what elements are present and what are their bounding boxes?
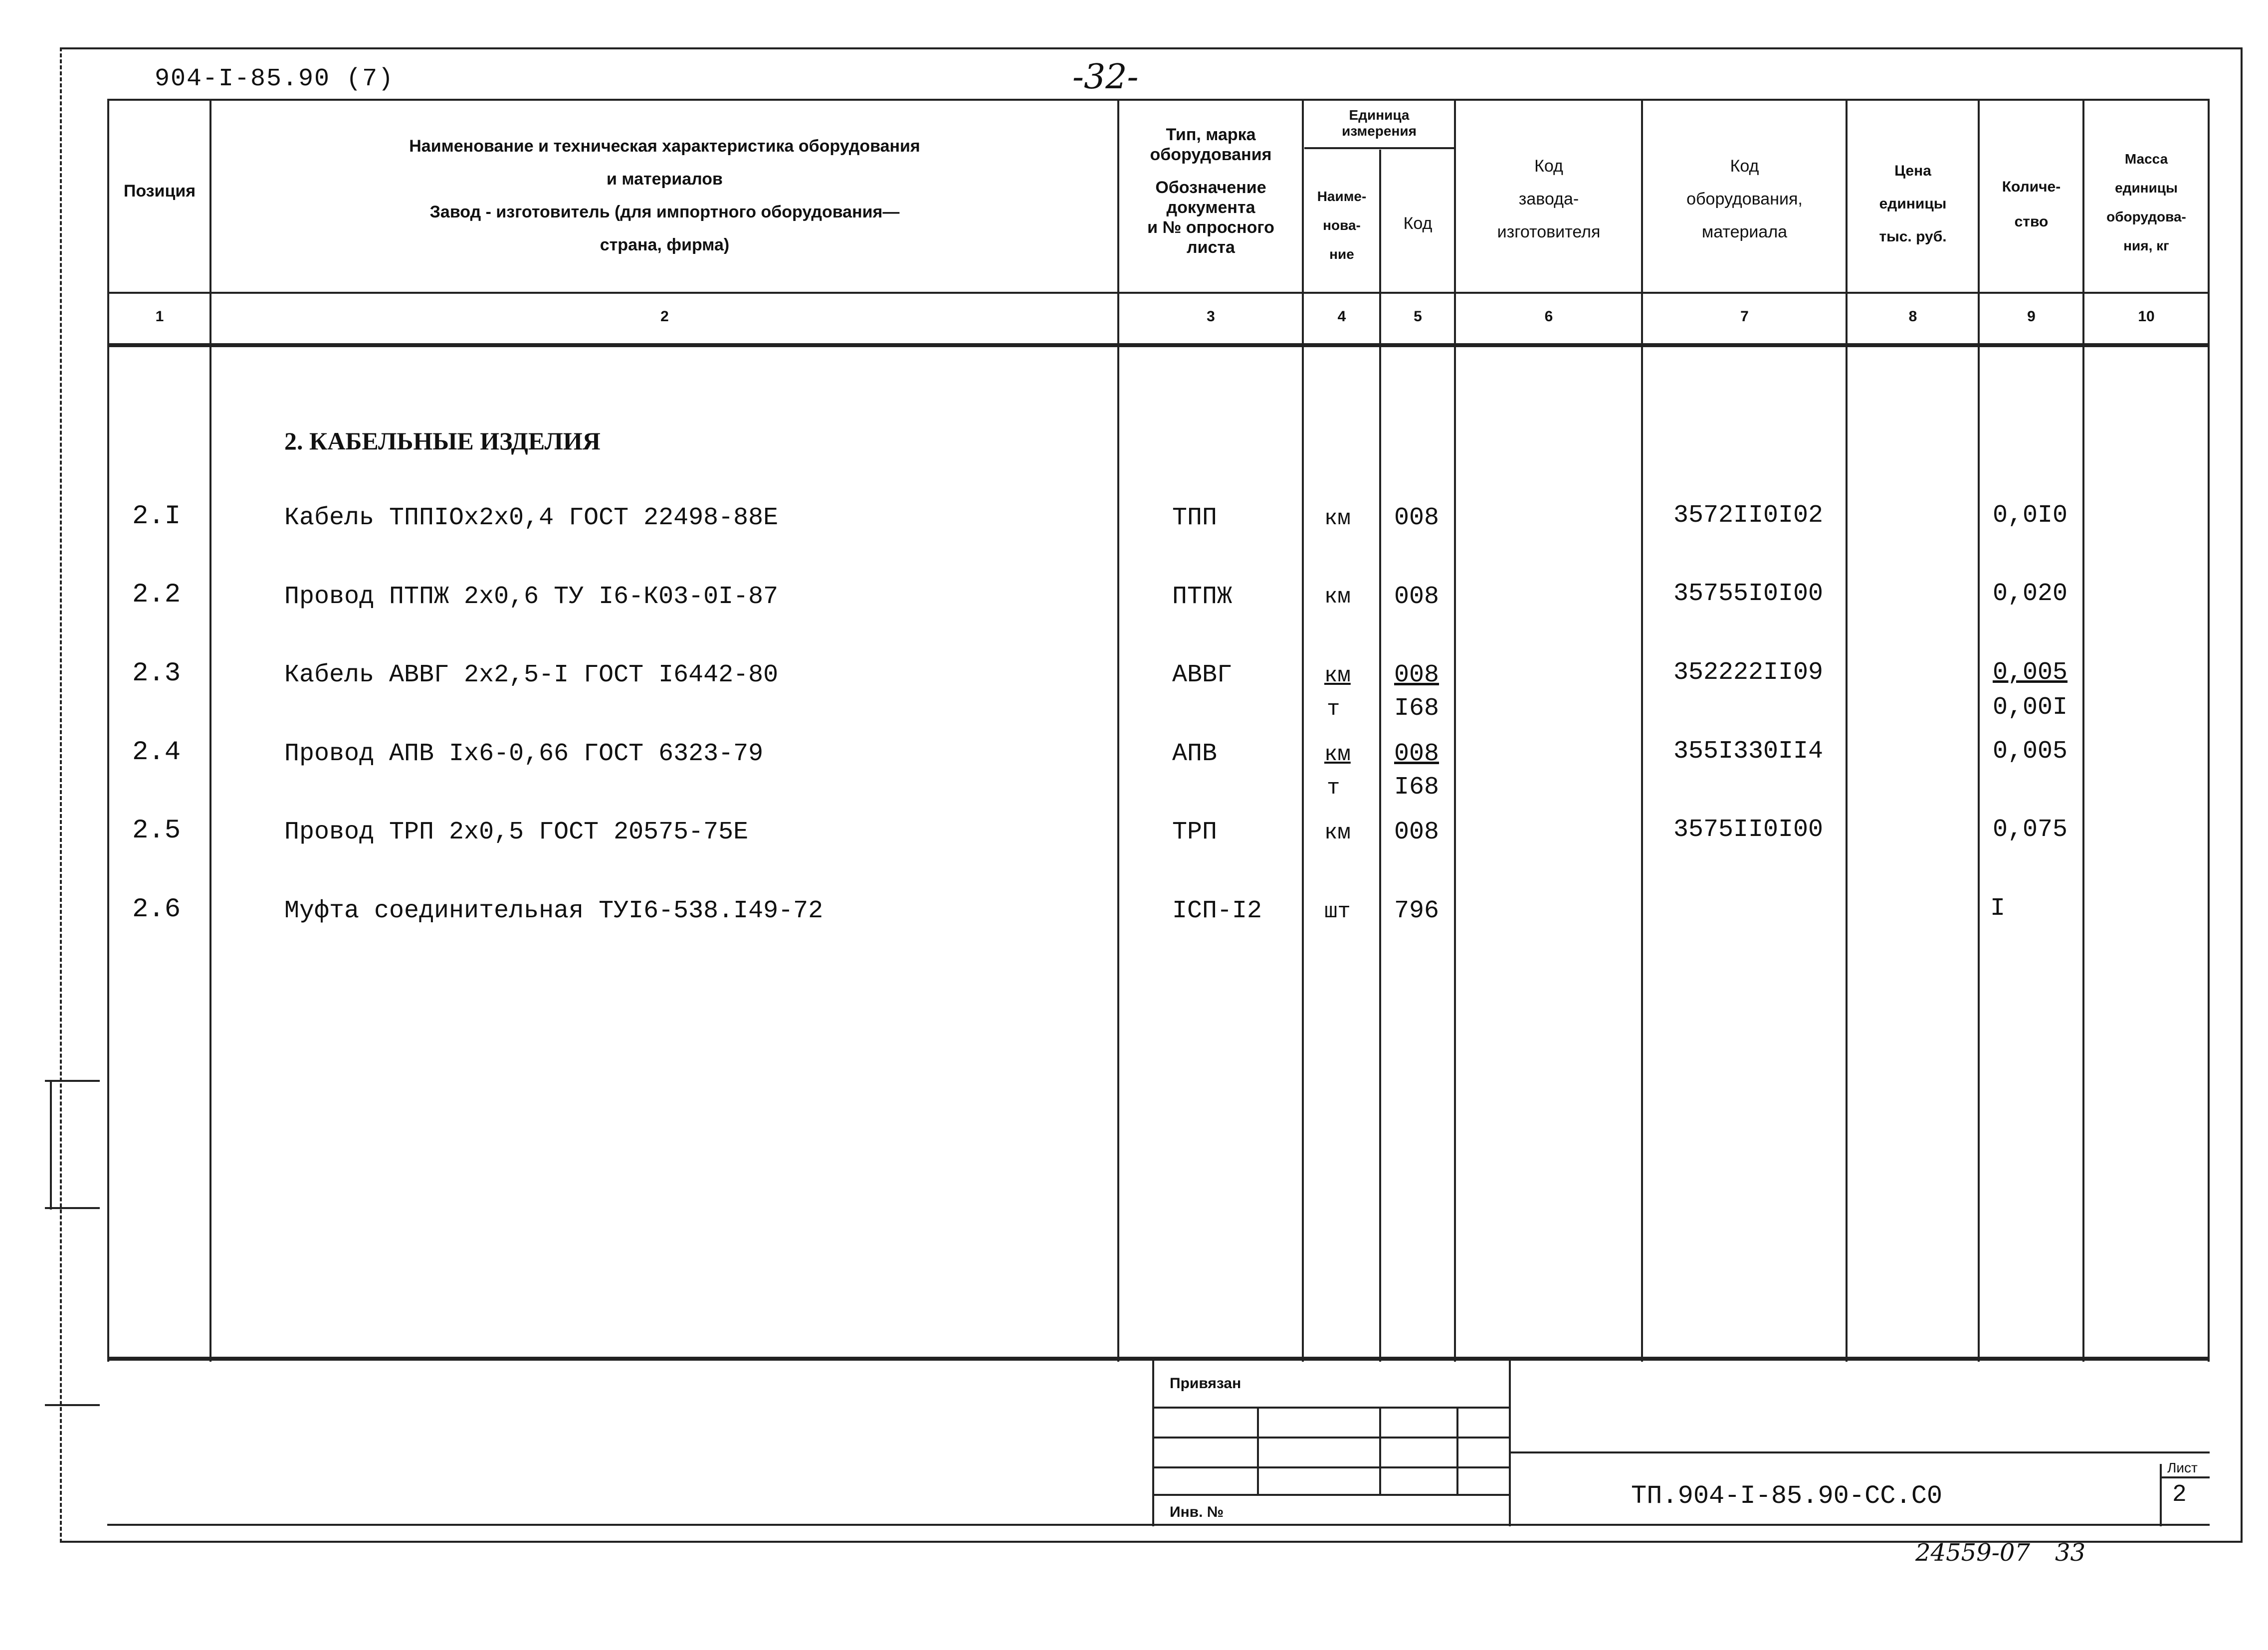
row-quantity: 0,020 <box>1993 580 2068 608</box>
col-header-quantity: Количе- ство <box>2002 179 2061 230</box>
row-name: Муфта соединительная ТУI6-538.I49-72 <box>284 897 824 925</box>
col-number: 10 <box>2138 308 2155 325</box>
col-header-unit-name: Наиме- нова- ние <box>1317 189 1367 262</box>
row-name: Провод ПТПЖ 2х0,6 ТУ I6-К03-0I-87 <box>284 583 779 611</box>
col-header-name: Наименование и техническая характеристика оборудования и материалов Завод - изготовитель (для импортного оборудования— страна, фирма) <box>409 137 920 254</box>
row-type: ПТПЖ <box>1172 583 1233 611</box>
col-number: 6 <box>1544 308 1553 325</box>
stamp-divider <box>1456 1407 1458 1494</box>
col-header-unit-code: Код <box>1403 214 1433 233</box>
row-type: ТПП <box>1172 504 1218 532</box>
col-divider <box>1978 100 1980 1362</box>
row-quantity: 0,075 <box>1993 816 2068 844</box>
binding-mark <box>45 1404 100 1406</box>
row-type: АПВ <box>1172 740 1218 768</box>
row-equipment-code: 3572II0I02 <box>1673 501 1824 530</box>
row-position: 2.5 <box>132 816 181 846</box>
col-header-factory-code: Код завода- изготовителя <box>1497 157 1601 241</box>
document-code: ТП.904-I-85.90-СС.С0 <box>1631 1481 1943 1511</box>
col-number: 9 <box>2027 308 2036 325</box>
row-quantity-secondary: 0,00I <box>1993 693 2068 722</box>
col-header-unit-group: Единица измерения <box>1342 107 1417 139</box>
row-equipment-code: 352222II09 <box>1673 658 1824 687</box>
row-unit-code-secondary: I68 <box>1394 694 1440 723</box>
row-type: АВВГ <box>1172 661 1233 689</box>
table-top <box>107 99 2210 101</box>
row-position: 2.2 <box>132 580 181 610</box>
doc-reference: 904-I-85.90 (7) <box>155 65 395 93</box>
col-divider <box>2082 100 2084 1362</box>
row-quantity: I <box>1990 894 2006 923</box>
stamp-divider <box>1509 1359 1511 1526</box>
col-divider <box>1302 100 1304 1362</box>
inventory-number-label: Инв. № <box>1170 1504 1224 1520</box>
unit-group-divider <box>1304 147 1454 149</box>
row-unit-code: 008 <box>1394 818 1440 846</box>
col-number: 8 <box>1908 308 1917 325</box>
row-unit: км <box>1324 506 1351 531</box>
col-number: 4 <box>1337 308 1346 325</box>
sheet-label: Лист <box>2167 1460 2198 1475</box>
col-divider <box>1641 100 1643 1362</box>
row-position: 2.4 <box>132 737 181 768</box>
col-header-type: Тип, марка оборудования Обозначение документа и № опросного листа <box>1147 125 1274 257</box>
stamp-divider <box>2160 1464 2162 1526</box>
col-number: 7 <box>1740 308 1749 325</box>
col-header-position: Позиция <box>123 182 196 201</box>
row-quantity: 0,005 <box>1993 737 2068 766</box>
outer-frame <box>60 47 2243 1543</box>
row-name: Кабель ТППIОх2х0,4 ГОСТ 22498-88Е <box>284 504 779 532</box>
binding-mark <box>50 1080 52 1210</box>
row-name: Провод ТРП 2х0,5 ГОСТ 20575-75Е <box>284 818 749 846</box>
header-divider <box>107 292 2210 294</box>
col-divider <box>1379 150 1381 1362</box>
col-number: 2 <box>660 308 669 325</box>
row-type: IСП-I2 <box>1172 897 1262 925</box>
linked-label: Привязан <box>1170 1375 1241 1392</box>
col-number: 5 <box>1414 308 1422 325</box>
table-bottom <box>107 1357 2210 1361</box>
row-unit-code: 008 <box>1394 504 1440 532</box>
row-unit-code: 008 <box>1394 583 1440 611</box>
row-quantity: 0,0I0 <box>1993 501 2068 530</box>
row-unit-secondary: т <box>1327 776 1340 801</box>
row-unit: шт <box>1324 899 1351 924</box>
col-header-price: Цена единицы тыс. руб. <box>1879 163 1947 245</box>
row-position: 2.6 <box>132 894 181 925</box>
archive-number: 24559-07 <box>1915 1539 2030 1567</box>
page-number: -32- <box>1072 57 1139 97</box>
row-unit: км <box>1324 742 1351 767</box>
sheet-number: 2 <box>2172 1481 2187 1508</box>
row-type: ТРП <box>1172 818 1218 846</box>
stamp-divider <box>1152 1359 1154 1526</box>
row-position: 2.3 <box>132 658 181 689</box>
stamp-line <box>1152 1466 1509 1468</box>
row-unit-code-secondary: I68 <box>1394 773 1440 802</box>
stamp-divider <box>1257 1407 1259 1494</box>
row-name: Провод АПВ Iх6-0,66 ГОСТ 6323-79 <box>284 740 764 768</box>
stamp-line <box>1509 1451 2210 1453</box>
stamp-line <box>2160 1476 2210 1478</box>
col-header-equipment-code: Код оборудования, материала <box>1686 157 1803 241</box>
row-unit-code: 796 <box>1394 897 1440 925</box>
col-header-mass: Масса единицы оборудова- ния, кг <box>2106 151 2186 253</box>
col-number: 3 <box>1207 308 1215 325</box>
row-equipment-code: 35755I0I00 <box>1673 580 1824 608</box>
header-bottom <box>107 343 2210 347</box>
stamp-line <box>1152 1407 1509 1409</box>
col-number: 1 <box>155 308 164 325</box>
col-divider <box>1117 100 1119 1362</box>
row-unit-code: 008 <box>1394 740 1440 768</box>
stamp-divider <box>1379 1407 1381 1494</box>
table-border-left <box>107 100 109 1362</box>
row-unit: км <box>1324 821 1351 845</box>
col-divider <box>1454 100 1456 1362</box>
row-unit: км <box>1324 663 1351 688</box>
row-equipment-code: 355I330II4 <box>1673 737 1824 766</box>
row-quantity: 0,005 <box>1993 658 2068 687</box>
col-divider <box>209 100 211 1362</box>
stamp-bottom <box>107 1524 2210 1526</box>
binding-mark <box>45 1207 100 1209</box>
section-title: 2. КАБЕЛЬНЫЕ ИЗДЕЛИЯ <box>284 427 601 455</box>
table-border-right <box>2208 100 2210 1362</box>
row-unit: км <box>1324 585 1351 610</box>
row-equipment-code: 3575II0I00 <box>1673 816 1824 844</box>
row-unit-code: 008 <box>1394 661 1440 689</box>
archive-page: 33 <box>2055 1539 2086 1567</box>
row-name: Кабель АВВГ 2х2,5-I ГОСТ I6442-80 <box>284 661 779 689</box>
row-position: 2.I <box>132 501 181 532</box>
binding-mark <box>45 1080 100 1082</box>
stamp-line <box>1152 1494 1509 1496</box>
col-divider <box>1846 100 1848 1362</box>
stamp-line <box>1152 1437 1509 1439</box>
row-unit-secondary: т <box>1327 697 1340 722</box>
